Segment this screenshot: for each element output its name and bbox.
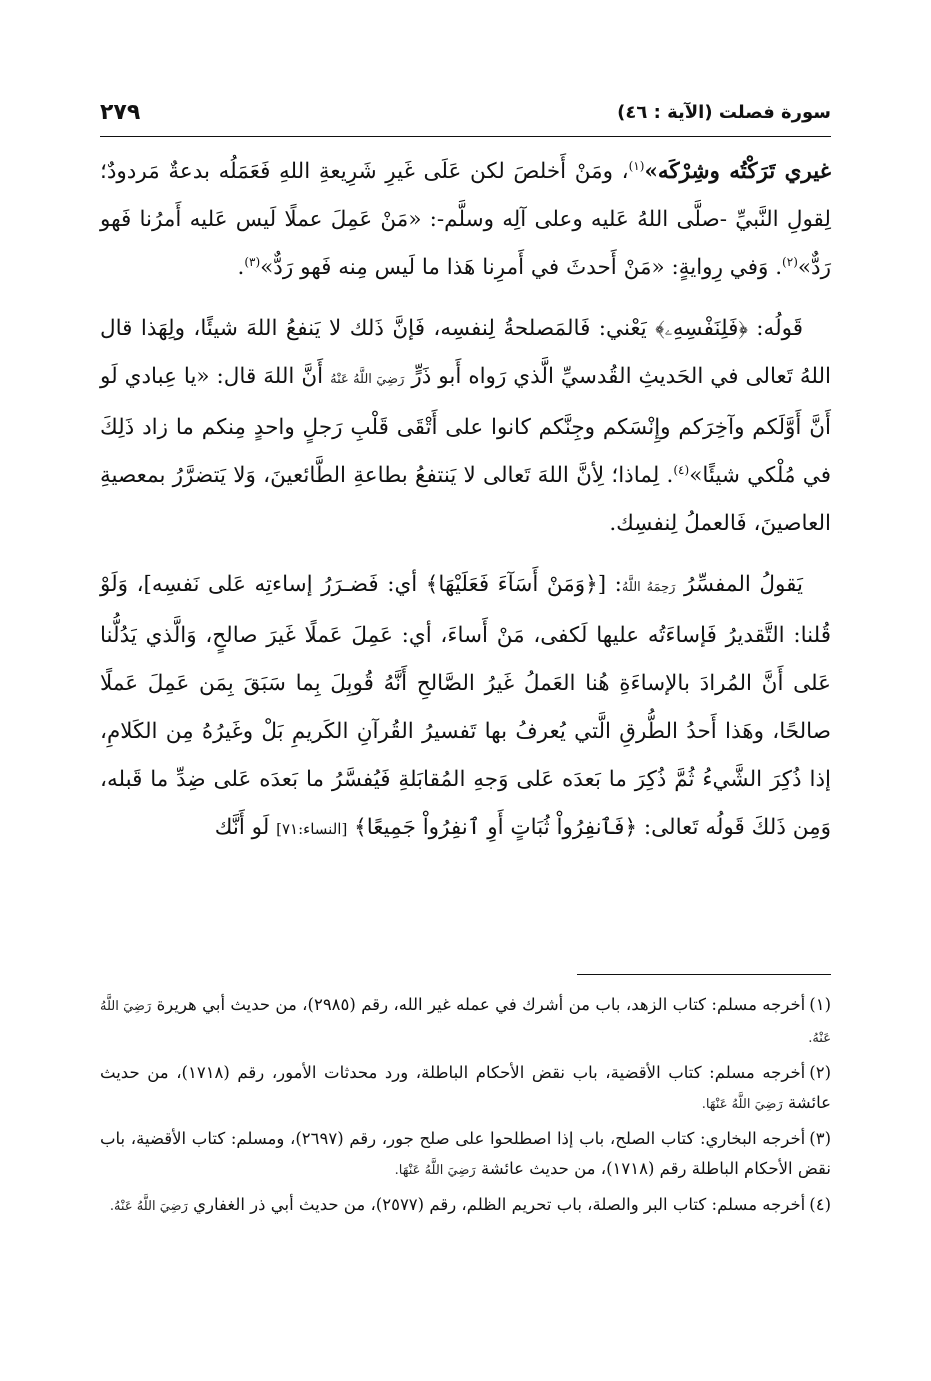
paragraph-text: قَولُه: ﴿فَلِنَفْسِهِۦ﴾ يَعْني: فَالمَصلحةُ لِنفسِه، فَإنَّ ذَلك لا يَنفعُ اللهَ شيئًا، ولِهَذا قال اللهُ تَعالى في الحَديثِ القُدسيِّ الَّذي رَواه أَبو ذَرٍّ xyxy=(100,316,832,389)
honorific-phrase: رَضِيَ اللَّهُ عَنْهُ. xyxy=(100,999,831,1046)
footnote-number: (٣) xyxy=(809,1129,831,1148)
running-title: سورة فصلت (الآية : ٤٦) xyxy=(617,102,831,123)
footnote-2 xyxy=(100,1058,831,1120)
honorific-phrase: رَضِيَ اللَّهُ عَنْهَا. xyxy=(394,1163,476,1178)
footnote-number: (١) xyxy=(809,995,831,1014)
hadith-quote-text: غيري تَرَكْتُه وشِرْكَه» xyxy=(644,159,831,184)
paragraph-text: لَو أَنَّك xyxy=(214,815,277,840)
paragraph-1 xyxy=(100,148,831,292)
footnote-ref-1: (١) xyxy=(628,158,645,173)
paragraph-text: أَنَّ اللهَ قال: «يا عِبادي لَو أَنَّ أَوَّلَكم وآخِرَكم وإِنْسَكم وجِنَّكم كانوا على أَتْقَى قَلْبِ رَجلٍ واحدٍ مِنكم ما زاد ذَلِكَ في مُلْكي شيئًا» xyxy=(100,364,831,488)
honorific-phrase: رَضِيَ اللَّهُ عَنْهُ. xyxy=(109,1199,188,1214)
paragraph-3 xyxy=(100,561,831,853)
page-header xyxy=(100,98,831,132)
paragraph-2 xyxy=(100,305,831,548)
footnote-4 xyxy=(100,1190,831,1222)
paragraph-text: . وَفي رِوايةٍ: «مَنْ أَحدثَ في أَمرِنا هَذا ما لَيس مِنه فَهو رَدٌّ» xyxy=(260,255,783,280)
footnote-text: أخرجه مسلم: كتاب البر والصلة، باب تحريم الظلم، رقم (٢٥٧٧)، من حديث أبي ذر الغفاري xyxy=(187,1195,806,1214)
footnote-3 xyxy=(100,1124,831,1186)
footnote-ref-3: (٣) xyxy=(244,254,261,269)
footnote-number: (٤) xyxy=(809,1195,831,1214)
honorific-phrase: رَحِمَهُ اللَّهُ xyxy=(621,580,676,595)
paragraph-text: : [﴿وَمَنْ أَسَآءَ فَعَلَيْهَا﴾ أي: فَضـرَرُ إساءتِه عَلى نَفسِه]، وَلَوْ قُلنا: التَّقديرُ فَإساءَتُه عليها لَكفى، مَنْ أَساءَ، أي: عَمِلَ عَملًا غَيرَ صالحٍ، وَالَّذي يَدُلُّنا عَلى أَنَّ المُرادَ بالإساءَةِ هُنا العَملُ غَيرُ الصَّالحِ أَنَّهُ قُوبِلَ بِما سَبَقَ بِمَن عَمِلَ عَملًا صالحًا، وهَذا أَحدُ الطُّرقِ الَّتي يُعرفُ بها تَفسيرُ القُرآنِ الكَريمِ بَلْ وغَيرُهُ مِن الكَلامِ، إذا ذُكِرَ الشَّيءُ ثُمَّ ذُكِرَ ما بَعدَه عَلى وَجهِ المُقابَلةِ فَيُفسَّرُ ما بَعدَه عَلى ضِدِّ ما قَبله، وَمِن ذَلكَ قَولُه تَعالى: ﴿فَٱنفِرُواْ ثُبَاتٍ أَوِ ٱنفِرُواْ جَمِيعًا﴾ xyxy=(100,572,831,840)
surah-reference: [النساء:٧١] xyxy=(276,820,348,838)
page-number: ٢٧٩ xyxy=(100,100,141,125)
footnote-divider xyxy=(577,974,831,975)
paragraph-text: يَقولُ المفسِّرُ xyxy=(675,572,803,597)
footnote-number: (٢) xyxy=(809,1063,832,1082)
paragraph-text: . xyxy=(237,255,245,280)
honorific-phrase: رَضِيَ اللَّهُ عَنْهَا. xyxy=(701,1097,783,1112)
footnote-text: أخرجه البخاري: كتاب الصلح، باب إذا اصطلحوا على صلح جور، رقم (٢٦٩٧)، ومسلم: كتاب الأقضية، باب نقض الأحكام الباطلة رقم (١٧١٨)، من حديث عائشة xyxy=(100,1129,831,1178)
header-divider xyxy=(100,136,831,137)
footnote-ref-4: (٤) xyxy=(673,462,690,477)
paragraph-text: . لِماذا؛ لِأنَّ اللهَ تَعالى لا يَنتفعُ بطاعةِ الطَّائعينَ، وَلا يَتضرَّرُ بمعصيةِ العاصينَ، فَالعملُ لِنفسِك. xyxy=(100,463,831,536)
footnotes xyxy=(100,990,831,1226)
footnote-text: أخرجه مسلم: كتاب الزهد، باب من أشرك في عمله غير الله، رقم (٢٩٨٥)، من حديث أبي هريرة xyxy=(151,995,806,1014)
footnote-text: أخرجه مسلم: كتاب الأقضية، باب نقض الأحكام الباطلة، ورد محدثات الأمور، رقم (١٧١٨)، من حديث عائشة xyxy=(100,1063,831,1112)
main-text xyxy=(100,148,831,866)
footnote-1 xyxy=(100,990,831,1054)
paragraph-text: ، ومَنْ أَخلصَ لكن عَلَى غَيرِ شَرِيعةِ اللهِ فَعَمَلُه بدعةٌ مَردودٌ؛ لِقولِ النَّبيِّ -صلَّى اللهُ عَليه وعلى آلِه وسلَّم-: «مَنْ عَمِلَ عملًا لَيس عَليه أَمرُنا فَهو رَدٌّ» xyxy=(100,159,831,280)
footnote-ref-2: (٢) xyxy=(782,254,798,269)
honorific-phrase: رَضِيَ اللَّهُ عَنْهُ xyxy=(330,372,405,387)
